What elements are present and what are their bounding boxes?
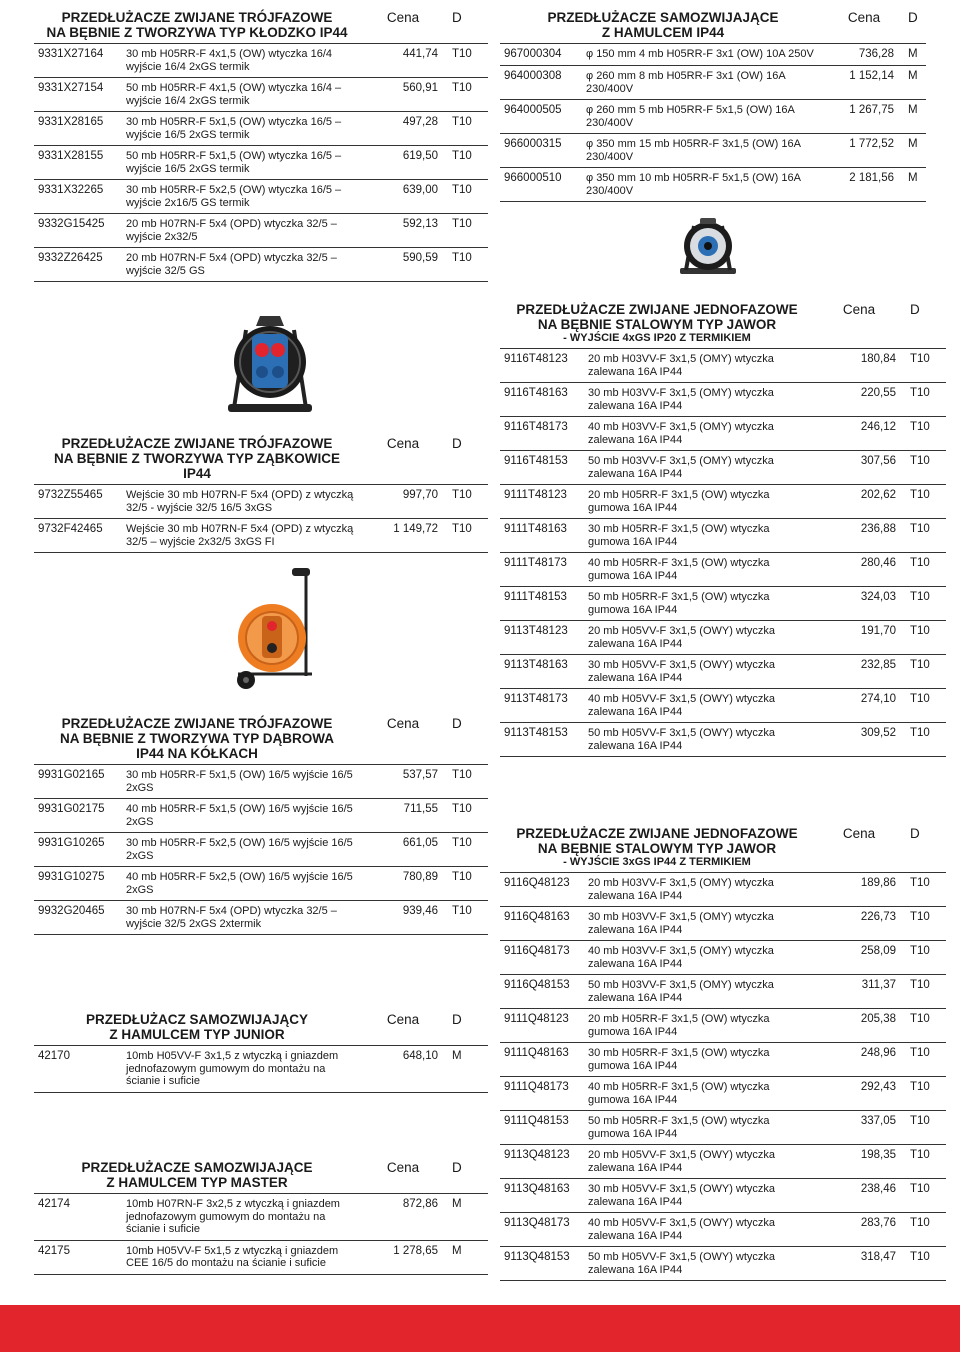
table-title: [34, 432, 360, 485]
product-price: 1 772,52: [826, 134, 902, 168]
delivery-code: T10: [446, 901, 488, 935]
product-description: 40 mb H03VV-F 3x1,5 (OMY) wtyczka zalewana 16A IP44: [584, 417, 814, 451]
delivery-code: T10: [446, 180, 488, 214]
delivery-code: T10: [904, 873, 946, 907]
product-description: 10mb H05VV-F 3x1,5 z wtyczką i gniazdem jednofazowym gumowym do montażu na ścianie i suficie: [122, 1046, 360, 1093]
price-column-header: Cena: [386, 10, 420, 25]
product-description: φ 260 mm 8 mb H05RR-F 3x1 (OW) 16A 230/400V: [582, 66, 826, 100]
table-row: [34, 799, 488, 833]
table-title-line: NA BĘBNIE STALOWYM TYP JAWOR: [537, 317, 777, 332]
product-price: 205,38: [814, 1009, 904, 1043]
delivery-code: T10: [904, 1213, 946, 1247]
product-price: 246,12: [814, 417, 904, 451]
price-column-header: Cena: [842, 302, 876, 317]
delivery-code: T10: [446, 485, 488, 519]
product-price: 189,86: [814, 873, 904, 907]
product-description: 40 mb H05VV-F 3x1,5 (OWY) wtyczka zalewana 16A IP44: [584, 689, 814, 723]
product-code: 9113T48153: [500, 723, 584, 757]
table-row: [500, 655, 946, 689]
product-price: 872,86: [360, 1194, 446, 1241]
product-description: 30 mb H05RR-F 5x1,5 (OW) 16/5 wyjście 16/5 2xGS: [122, 765, 360, 799]
product-price: 537,57: [360, 765, 446, 799]
delivery-code: T10: [904, 1145, 946, 1179]
product-price: 258,09: [814, 941, 904, 975]
delivery-code: T10: [904, 1077, 946, 1111]
product-price: 441,74: [360, 44, 446, 78]
product-code: 9116Q48173: [500, 941, 584, 975]
product-description: 20 mb H07RN-F 5x4 (OPD) wtyczka 32/5 – wyjście 32/5 GS: [122, 248, 360, 282]
table-row: [500, 873, 946, 907]
delivery-code: M: [902, 100, 926, 134]
table-row: [500, 417, 946, 451]
product-description: φ 260 mm 5 mb H05RR-F 5x1,5 (OW) 16A 230/400V: [582, 100, 826, 134]
product-description: 20 mb H05RR-F 3x1,5 (OW) wtyczka gumowa 16A IP44: [584, 1009, 814, 1043]
product-description: 40 mb H05RR-F 5x1,5 (OW) 16/5 wyjście 16/5 2xGS: [122, 799, 360, 833]
table-row: [500, 519, 946, 553]
delivery-code: T10: [446, 765, 488, 799]
delivery-code: T10: [446, 78, 488, 112]
table-row: [500, 553, 946, 587]
product-description: φ 350 mm 15 mb H05RR-F 3x1,5 (OW) 16A 230/400V: [582, 134, 826, 168]
delivery-code: M: [902, 134, 926, 168]
product-code: 9931G10265: [34, 833, 122, 867]
table-title: [500, 6, 826, 44]
price-column-header: Cena: [847, 10, 881, 25]
table-row: [34, 867, 488, 901]
product-description: 40 mb H05VV-F 3x1,5 (OWY) wtyczka zalewana 16A IP44: [584, 1213, 814, 1247]
table-title-line: PRZEDŁUŻACZE ZWIJANE TRÓJFAZOWE: [61, 716, 333, 731]
table-subtitle: - WYJŚCIE 4xGS IP20 Z TERMIKIEM: [563, 332, 751, 344]
product-code: 9111Q48163: [500, 1043, 584, 1077]
orange-cable-reel-image: [232, 566, 322, 692]
table-title-line: IP44: [183, 466, 211, 481]
delivery-code: T10: [446, 519, 488, 553]
table-row: [500, 723, 946, 757]
price-column-header: Cena: [842, 826, 876, 841]
table-row: [500, 100, 926, 134]
product-description: 30 mb H07RN-F 5x4 (OPD) wtyczka 32/5 – wyjście 32/5 2xGS 2xtermik: [122, 901, 360, 935]
delivery-code: T10: [904, 723, 946, 757]
product-description: 30 mb H05RR-F 4x1,5 (OW) wtyczka 16/4 wyjście 16/4 2xGS termik: [122, 44, 360, 78]
product-code: 9111T48153: [500, 587, 584, 621]
delivery-code: T10: [904, 587, 946, 621]
delivery-code: T10: [904, 907, 946, 941]
product-code: 9116T48163: [500, 383, 584, 417]
price-table-samozwijajace: [500, 6, 926, 202]
product-price: 619,50: [360, 146, 446, 180]
product-code: 964000308: [500, 66, 582, 100]
delivery-code: T10: [904, 655, 946, 689]
delivery-code: M: [902, 44, 926, 66]
table-title-line: PRZEDŁUŻACZE ZWIJANE TRÓJFAZOWE: [61, 10, 333, 25]
delivery-column-header: D: [452, 716, 462, 731]
delivery-code: M: [902, 66, 926, 100]
product-price: 274,10: [814, 689, 904, 723]
product-price: 560,91: [360, 78, 446, 112]
delivery-code: T10: [904, 349, 946, 383]
delivery-code: T10: [904, 417, 946, 451]
product-price: 736,28: [826, 44, 902, 66]
product-description: 20 mb H05VV-F 3x1,5 (OWY) wtyczka zalewana 16A IP44: [584, 1145, 814, 1179]
delivery-code: T10: [904, 941, 946, 975]
table-row: [34, 1194, 488, 1241]
table-title-line: Z HAMULCEM TYP MASTER: [106, 1175, 288, 1190]
product-price: 590,59: [360, 248, 446, 282]
delivery-column-header: D: [452, 1012, 462, 1027]
product-description: 30 mb H05VV-F 3x1,5 (OWY) wtyczka zalewana 16A IP44: [584, 1179, 814, 1213]
table-title-line: PRZEDŁUŻACZ SAMOZWIJAJĄCY: [86, 1012, 308, 1027]
product-code: 9113Q48153: [500, 1247, 584, 1281]
table-row: [500, 66, 926, 100]
product-price: 307,56: [814, 451, 904, 485]
table-row: [34, 765, 488, 799]
product-code: 9931G10275: [34, 867, 122, 901]
delivery-code: T10: [904, 1247, 946, 1281]
product-code: 9116T48153: [500, 451, 584, 485]
product-description: 50 mb H05VV-F 3x1,5 (OWY) wtyczka zalewana 16A IP44: [584, 723, 814, 757]
product-price: 1 278,65: [360, 1240, 446, 1274]
price-column-header: Cena: [386, 436, 420, 451]
blue-cable-reel-image: [222, 306, 318, 418]
product-price: 292,43: [814, 1077, 904, 1111]
product-description: φ 350 mm 10 mb H05RR-F 5x1,5 (OW) 16A 230/400V: [582, 168, 826, 202]
table-row: [500, 941, 946, 975]
price-table-klodzko: [34, 6, 488, 282]
product-price: 661,05: [360, 833, 446, 867]
product-code: 9111T48173: [500, 553, 584, 587]
product-price: 236,88: [814, 519, 904, 553]
product-code: 42175: [34, 1240, 122, 1274]
product-price: 2 181,56: [826, 168, 902, 202]
table-row: [500, 907, 946, 941]
product-code: 9116Q48153: [500, 975, 584, 1009]
product-code: 9113T48123: [500, 621, 584, 655]
product-code: 9113Q48123: [500, 1145, 584, 1179]
table-row: [500, 621, 946, 655]
product-description: Wejście 30 mb H07RN-F 5x4 (OPD) z wtyczką 32/5 – wyjście 2x32/5 3xGS FI: [122, 519, 360, 553]
delivery-code: T10: [446, 214, 488, 248]
product-price: 238,46: [814, 1179, 904, 1213]
price-table-jawor-3xgs: [500, 822, 946, 1281]
table-title: [500, 298, 814, 349]
delivery-code: T10: [904, 621, 946, 655]
product-code: 964000505: [500, 100, 582, 134]
table-title: [34, 1008, 360, 1046]
product-code: 967000304: [500, 44, 582, 66]
product-code: 9113T48173: [500, 689, 584, 723]
delivery-code: M: [446, 1046, 488, 1093]
product-description: 50 mb H05RR-F 5x1,5 (OW) wtyczka 16/5 – wyjście 16/5 2xGS termik: [122, 146, 360, 180]
product-code: 9111Q48153: [500, 1111, 584, 1145]
delivery-code: T10: [904, 689, 946, 723]
table-title-line: PRZEDŁUŻACZE ZWIJANE JEDNOFAZOWE: [516, 826, 798, 841]
table-row: [500, 485, 946, 519]
table-row: [500, 383, 946, 417]
delivery-column-header: D: [452, 436, 462, 451]
product-description: 40 mb H05RR-F 3x1,5 (OW) wtyczka gumowa 16A IP44: [584, 1077, 814, 1111]
table-row: [500, 1043, 946, 1077]
product-code: 42174: [34, 1194, 122, 1241]
table-row: [500, 1145, 946, 1179]
table-row: [34, 78, 488, 112]
delivery-code: T10: [904, 383, 946, 417]
footer-bar: [0, 1305, 960, 1352]
delivery-code: T10: [904, 1179, 946, 1213]
product-description: 20 mb H05VV-F 3x1,5 (OWY) wtyczka zalewana 16A IP44: [584, 621, 814, 655]
table-row: [34, 1240, 488, 1274]
table-row: [500, 1111, 946, 1145]
product-description: 40 mb H05RR-F 3x1,5 (OW) wtyczka gumowa 16A IP44: [584, 553, 814, 587]
product-code: 9113Q48173: [500, 1213, 584, 1247]
product-description: 50 mb H05RR-F 3x1,5 (OW) wtyczka gumowa 16A IP44: [584, 1111, 814, 1145]
table-row: [500, 134, 926, 168]
delivery-column-header: D: [452, 1160, 462, 1175]
product-code: 9931G02165: [34, 765, 122, 799]
product-code: 9732F42465: [34, 519, 122, 553]
delivery-code: M: [446, 1240, 488, 1274]
product-price: 248,96: [814, 1043, 904, 1077]
price-table-jawor-4xgs: [500, 298, 946, 757]
delivery-column-header: D: [908, 10, 918, 25]
product-code: 9732Z55465: [34, 485, 122, 519]
product-price: 1 152,14: [826, 66, 902, 100]
product-description: Wejście 30 mb H07RN-F 5x4 (OPD) z wtyczką 32/5 - wyjście 32/5 16/5 3xGS: [122, 485, 360, 519]
product-description: 30 mb H05RR-F 5x1,5 (OW) wtyczka 16/5 – wyjście 16/5 2xGS termik: [122, 112, 360, 146]
table-title-line: Z HAMULCEM IP44: [601, 25, 725, 40]
price-column-header: Cena: [386, 716, 420, 731]
table-title-line: PRZEDŁUŻACZE ZWIJANE JEDNOFAZOWE: [516, 302, 798, 317]
price-column-header: Cena: [386, 1012, 420, 1027]
table-row: [500, 975, 946, 1009]
delivery-column-header: D: [910, 302, 920, 317]
table-row: [34, 485, 488, 519]
delivery-code: T10: [446, 112, 488, 146]
delivery-code: T10: [904, 553, 946, 587]
product-code: 9111Q48173: [500, 1077, 584, 1111]
product-price: 639,00: [360, 180, 446, 214]
table-title-line: PRZEDŁUŻACZE SAMOZWIJAJĄCE: [547, 10, 779, 25]
product-price: 280,46: [814, 553, 904, 587]
product-price: 202,62: [814, 485, 904, 519]
product-code: 9111T48123: [500, 485, 584, 519]
product-description: 50 mb H03VV-F 3x1,5 (OMY) wtyczka zalewana 16A IP44: [584, 975, 814, 1009]
price-table-zabkowice: [34, 432, 488, 553]
table-title-line: NA BĘBNIE Z TWORZYWA TYP KŁODZKO IP44: [46, 25, 348, 40]
delivery-code: T10: [446, 799, 488, 833]
delivery-code: T10: [446, 833, 488, 867]
product-code: 9332G15425: [34, 214, 122, 248]
product-description: 10mb H05VV-F 5x1,5 z wtyczką i gniazdem CEE 16/5 do montażu na ścianie i suficie: [122, 1240, 360, 1274]
product-price: 318,47: [814, 1247, 904, 1281]
product-price: 1 149,72: [360, 519, 446, 553]
table-title: [34, 712, 360, 765]
table-row: [34, 214, 488, 248]
product-price: 497,28: [360, 112, 446, 146]
product-price: 648,10: [360, 1046, 446, 1093]
product-code: 9113Q48163: [500, 1179, 584, 1213]
table-row: [500, 168, 926, 202]
delivery-code: T10: [904, 975, 946, 1009]
price-table-dabrowa: [34, 712, 488, 935]
product-code: 9931G02175: [34, 799, 122, 833]
product-price: 309,52: [814, 723, 904, 757]
table-title-line: PRZEDŁUŻACZE SAMOZWIJAJĄCE: [81, 1160, 313, 1175]
table-title: [34, 6, 360, 44]
product-description: 20 mb H07RN-F 5x4 (OPD) wtyczka 32/5 – wyjście 2x32/5: [122, 214, 360, 248]
product-description: 50 mb H03VV-F 3x1,5 (OMY) wtyczka zalewana 16A IP44: [584, 451, 814, 485]
table-title-line: Z HAMULCEM TYP JUNIOR: [109, 1027, 285, 1042]
table-row: [34, 180, 488, 214]
product-code: 9116T48123: [500, 349, 584, 383]
price-table-junior: [34, 1008, 488, 1093]
delivery-code: T10: [904, 1043, 946, 1077]
product-price: 311,37: [814, 975, 904, 1009]
delivery-code: M: [446, 1194, 488, 1241]
product-description: 30 mb H05VV-F 3x1,5 (OWY) wtyczka zalewana 16A IP44: [584, 655, 814, 689]
table-row: [34, 519, 488, 553]
delivery-code: T10: [904, 1009, 946, 1043]
product-description: 20 mb H03VV-F 3x1,5 (OMY) wtyczka zalewana 16A IP44: [584, 349, 814, 383]
price-table-master: [34, 1156, 488, 1275]
product-code: 42170: [34, 1046, 122, 1093]
product-description: 10mb H07RN-F 3x2,5 z wtyczką i gniazdem jednofazowym gumowym do montażu na ścianie i suficie: [122, 1194, 360, 1241]
delivery-code: T10: [446, 867, 488, 901]
delivery-code: T10: [446, 44, 488, 78]
product-code: 9116T48173: [500, 417, 584, 451]
product-price: 324,03: [814, 587, 904, 621]
table-row: [34, 1046, 488, 1093]
table-row: [34, 44, 488, 78]
product-description: 30 mb H05RR-F 3x1,5 (OW) wtyczka gumowa 16A IP44: [584, 519, 814, 553]
product-price: 191,70: [814, 621, 904, 655]
product-code: 9331X27164: [34, 44, 122, 78]
self-retracting-reel-image: [672, 212, 744, 284]
table-row: [34, 146, 488, 180]
table-row: [500, 44, 926, 66]
product-description: 30 mb H05RR-F 3x1,5 (OW) wtyczka gumowa 16A IP44: [584, 1043, 814, 1077]
product-code: 9116Q48163: [500, 907, 584, 941]
product-description: 40 mb H03VV-F 3x1,5 (OMY) wtyczka zalewana 16A IP44: [584, 941, 814, 975]
product-price: 997,70: [360, 485, 446, 519]
product-code: 9331X32265: [34, 180, 122, 214]
product-code: 9331X27154: [34, 78, 122, 112]
table-row: [34, 833, 488, 867]
product-code: 9332Z26425: [34, 248, 122, 282]
product-code: 9113T48163: [500, 655, 584, 689]
product-description: 30 mb H03VV-F 3x1,5 (OMY) wtyczka zalewana 16A IP44: [584, 907, 814, 941]
delivery-code: M: [902, 168, 926, 202]
product-code: 9116Q48123: [500, 873, 584, 907]
product-description: 50 mb H05RR-F 3x1,5 (OW) wtyczka gumowa 16A IP44: [584, 587, 814, 621]
product-description: 30 mb H05RR-F 5x2,5 (OW) 16/5 wyjście 16/5 2xGS: [122, 833, 360, 867]
product-price: 939,46: [360, 901, 446, 935]
product-description: 40 mb H05RR-F 5x2,5 (OW) 16/5 wyjście 16/5 2xGS: [122, 867, 360, 901]
table-row: [500, 587, 946, 621]
table-title-line: NA BĘBNIE Z TWORZYWA TYP ZĄBKOWICE: [54, 451, 340, 466]
product-code: 9111T48163: [500, 519, 584, 553]
delivery-code: T10: [446, 248, 488, 282]
table-row: [500, 1179, 946, 1213]
delivery-code: T10: [446, 146, 488, 180]
table-row: [34, 112, 488, 146]
table-row: [34, 901, 488, 935]
table-row: [500, 349, 946, 383]
product-code: 966000315: [500, 134, 582, 168]
product-price: 220,55: [814, 383, 904, 417]
table-title-line: IP44 NA KÓŁKACH: [136, 746, 258, 761]
table-title: [34, 1156, 360, 1194]
product-price: 337,05: [814, 1111, 904, 1145]
table-row: [500, 689, 946, 723]
product-price: 780,89: [360, 867, 446, 901]
table-row: [500, 1077, 946, 1111]
product-price: 232,85: [814, 655, 904, 689]
table-title-line: PRZEDŁUŻACZE ZWIJANE TRÓJFAZOWE: [61, 436, 333, 451]
table-row: [34, 248, 488, 282]
product-description: φ 150 mm 4 mb H05RR-F 3x1 (OW) 10A 250V: [582, 44, 826, 66]
delivery-code: T10: [904, 1111, 946, 1145]
delivery-code: T10: [904, 519, 946, 553]
product-price: 283,76: [814, 1213, 904, 1247]
delivery-code: T10: [904, 451, 946, 485]
table-row: [500, 1009, 946, 1043]
table-title-line: NA BĘBNIE STALOWYM TYP JAWOR: [537, 841, 777, 856]
table-row: [500, 1213, 946, 1247]
table-title-line: NA BĘBNIE Z TWORZYWA TYP DĄBROWA: [60, 731, 334, 746]
product-code: 9932G20465: [34, 901, 122, 935]
product-description: 30 mb H05RR-F 5x2,5 (OW) wtyczka 16/5 – wyjście 2x16/5 GS termik: [122, 180, 360, 214]
product-description: 20 mb H05RR-F 3x1,5 (OW) wtyczka gumowa 16A IP44: [584, 485, 814, 519]
product-code: 9111Q48123: [500, 1009, 584, 1043]
product-description: 30 mb H03VV-F 3x1,5 (OMY) wtyczka zalewana 16A IP44: [584, 383, 814, 417]
product-code: 966000510: [500, 168, 582, 202]
product-price: 180,84: [814, 349, 904, 383]
product-price: 198,35: [814, 1145, 904, 1179]
product-description: 50 mb H05RR-F 4x1,5 (OW) wtyczka 16/4 – wyjście 16/4 2xGS termik: [122, 78, 360, 112]
delivery-column-header: D: [452, 10, 462, 25]
table-title: [500, 822, 814, 873]
product-description: 20 mb H03VV-F 3x1,5 (OMY) wtyczka zalewana 16A IP44: [584, 873, 814, 907]
table-row: [500, 1247, 946, 1281]
delivery-column-header: D: [910, 826, 920, 841]
product-price: 1 267,75: [826, 100, 902, 134]
product-code: 9331X28155: [34, 146, 122, 180]
price-column-header: Cena: [386, 1160, 420, 1175]
product-code: 9331X28165: [34, 112, 122, 146]
table-subtitle: - WYJŚCIE 3xGS IP44 Z TERMIKIEM: [563, 856, 751, 868]
product-price: 592,13: [360, 214, 446, 248]
table-row: [500, 451, 946, 485]
product-price: 226,73: [814, 907, 904, 941]
product-price: 711,55: [360, 799, 446, 833]
delivery-code: T10: [904, 485, 946, 519]
product-description: 50 mb H05VV-F 3x1,5 (OWY) wtyczka zalewana 16A IP44: [584, 1247, 814, 1281]
